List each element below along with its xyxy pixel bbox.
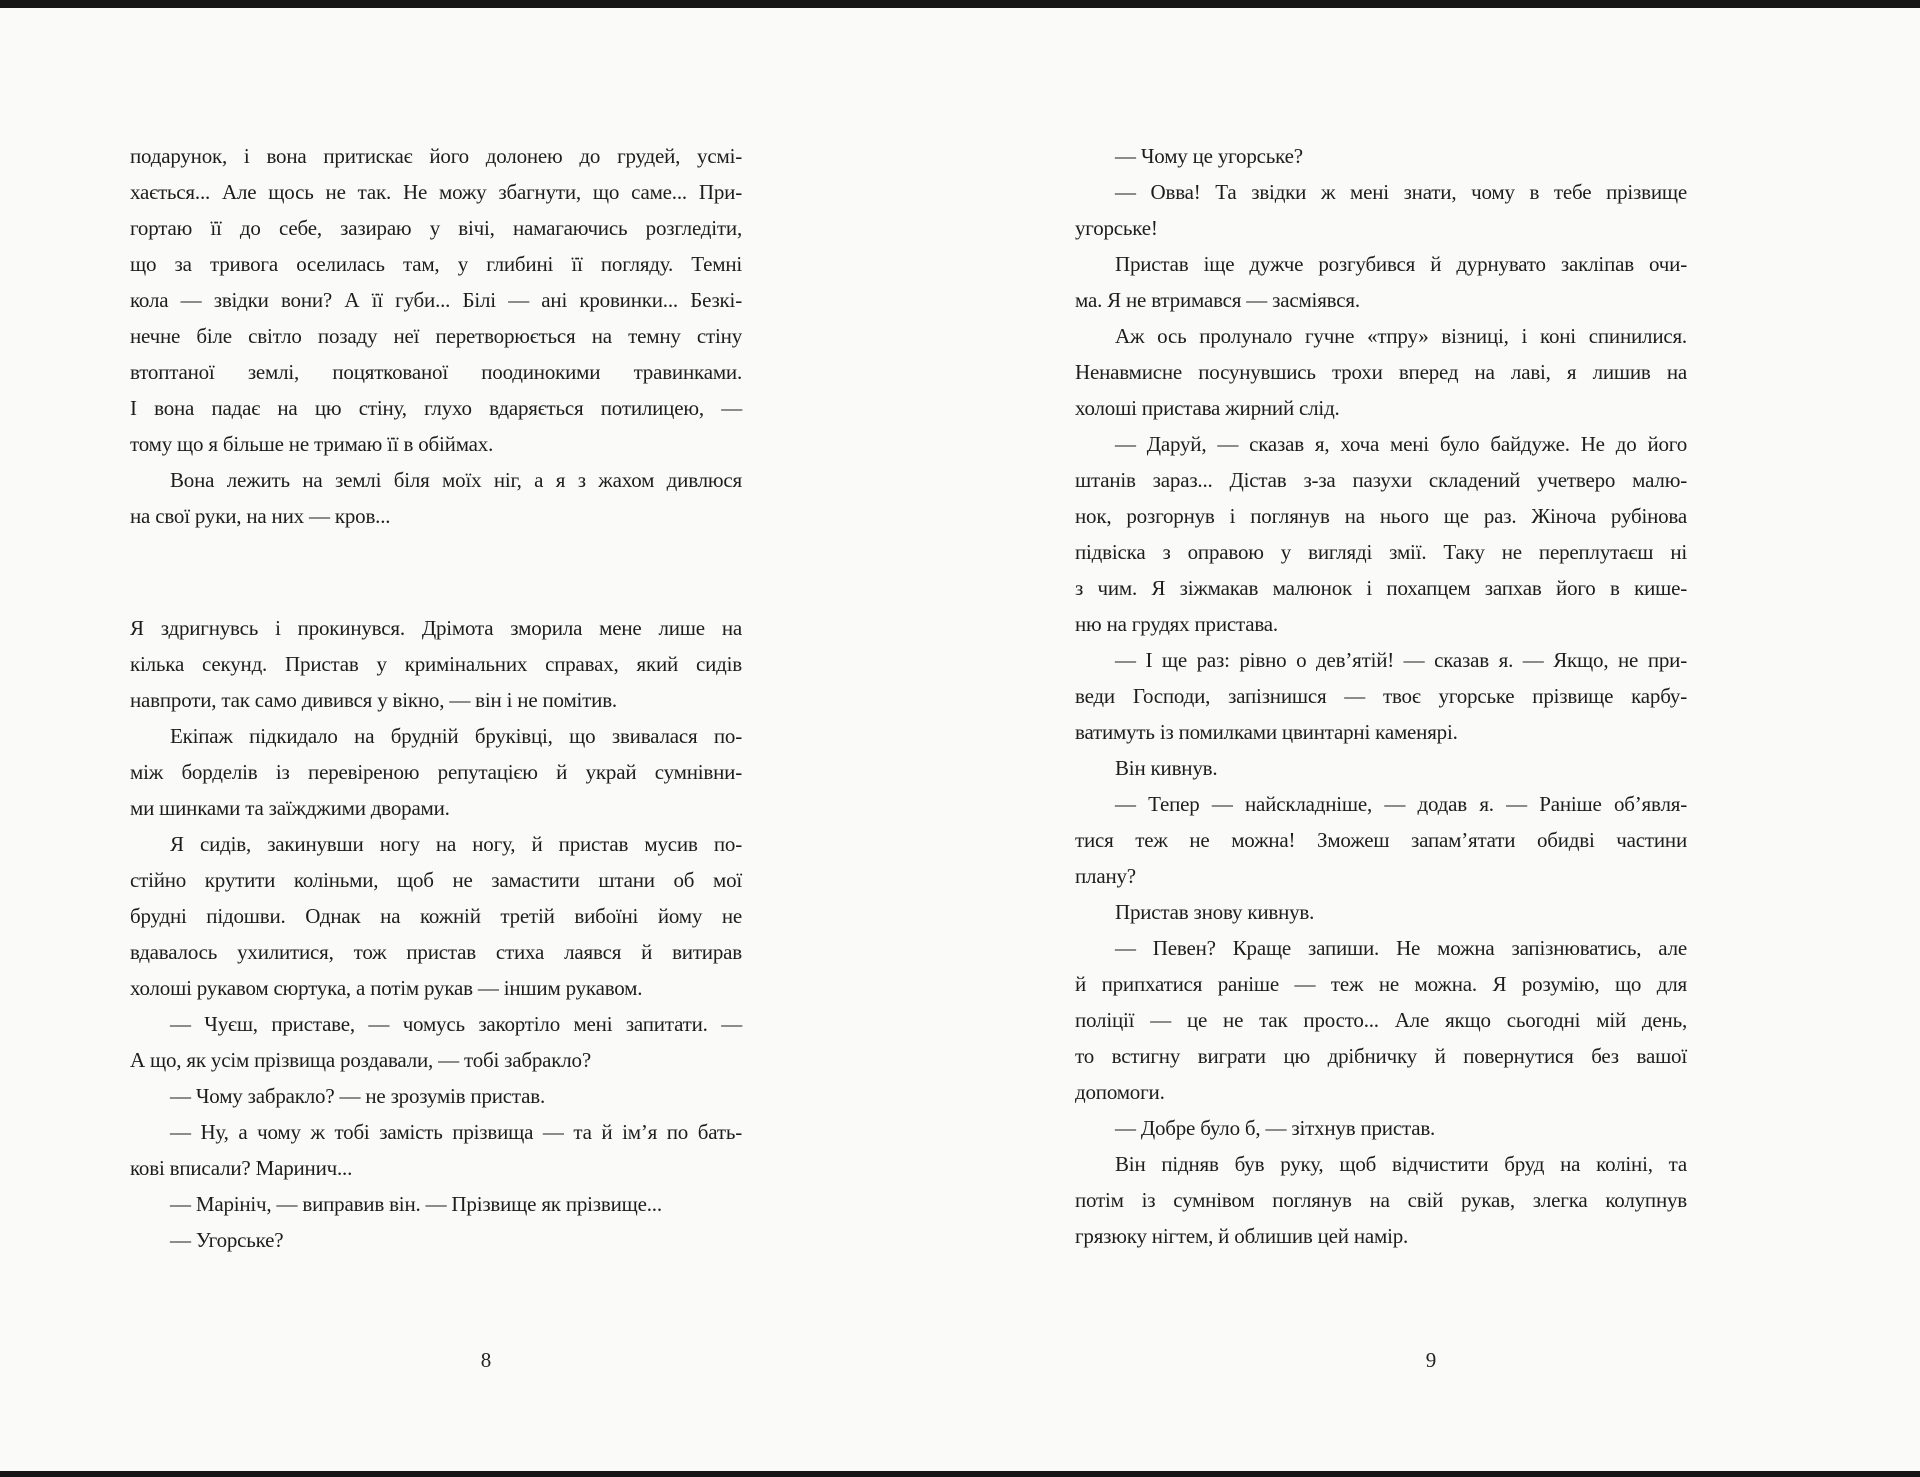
text-line: Він кивнув. — [1115, 756, 1218, 780]
paragraph — [130, 462, 742, 534]
text-line: Я сидів, закинувши ногу на ногу, й пристав мусив по- — [170, 832, 742, 856]
paragraph — [130, 1078, 742, 1114]
text-line: нок, розгорнув і поглянув на нього ще раз. Жіноча рубінова — [1075, 504, 1687, 528]
text-line: вдавалось ухилитися, тож пристав стиха лаявся й витирав — [130, 940, 742, 964]
paragraph — [130, 1114, 742, 1186]
text-line: підвіска з оправою у вигляді змії. Таку не переплутаєш ні — [1075, 540, 1687, 564]
text-line: стійно крутити коліньми, щоб не замастити штани об мої — [130, 868, 742, 892]
text-line: й припхатися раніше — теж не можна. Я розумію, що для — [1075, 972, 1687, 996]
text-line: кола — звідки вони? А її губи... Білі — ані кровинки... Безкі- — [130, 288, 742, 312]
paragraph — [130, 718, 742, 826]
text-line: ню на грудях пристава. — [1075, 612, 1278, 636]
paragraph — [130, 138, 742, 462]
text-line: — Угорське? — [170, 1228, 284, 1252]
text-line: кові вписали? Маринич... — [130, 1156, 353, 1180]
text-line: потім із сумнівом поглянув на свій рукав, злегка колупнув — [1075, 1188, 1687, 1212]
text-line: — І ще раз: рівно о дев’ятій! — сказав я. — Якщо, не при- — [1115, 648, 1687, 672]
text-line: Я здригнувсь і прокинувся. Дрімота зморила мене лише на — [130, 616, 742, 640]
paragraph — [130, 1186, 742, 1222]
text-line: кілька секунд. Пристав у кримінальних справах, який сидів — [130, 652, 742, 676]
text-line: Екіпаж підкидало на брудній бруківці, що звивалася по- — [170, 724, 742, 748]
text-line: то встигну виграти цю дрібничку й повернутися без вашої — [1075, 1044, 1687, 1068]
text-line: — Ну, а чому ж тобі замість прізвища — та й ім’я по бать- — [170, 1120, 742, 1144]
text-line: ми шинками та заїжджими дворами. — [130, 796, 450, 820]
text-line: між борделів із перевіреною репутацією й украй сумнівни- — [130, 760, 742, 784]
text-line: ма. Я не втримався — засміявся. — [1075, 288, 1360, 312]
paragraph — [130, 1006, 742, 1078]
text-line: Вона лежить на землі біля моїх ніг, а я з жахом дивлюся — [170, 468, 742, 492]
paragraph — [1075, 174, 1687, 246]
text-line: з чим. Я зіжмакав малюнок і похапцем запхав його в кише- — [1075, 576, 1687, 600]
paragraph — [1075, 1146, 1687, 1254]
text-line: — Чому забракло? — не зрозумів пристав. — [170, 1084, 546, 1108]
text-line: подарунок, і вона притискає його долонею до грудей, усмі- — [130, 144, 742, 168]
text-line: Він підняв був руку, щоб відчистити бруд на коліні, та — [1115, 1152, 1687, 1176]
text-line: втоптаної землі, поцяткованої поодинокими травинками. — [130, 360, 742, 384]
text-line: тому що я більше не тримаю її в обіймах. — [130, 432, 494, 456]
scan-edge-bottom — [0, 1471, 1920, 1477]
text-line: угорське! — [1075, 216, 1158, 240]
text-line: Пристав іще дужче розгубився й дурнувато закліпав очи- — [1115, 252, 1687, 276]
text-line: — Тепер — найскладніше, — додав я. — Раніше об’явля- — [1115, 792, 1687, 816]
text-line: — Марініч, — виправив він. — Прізвище як прізвище... — [170, 1192, 662, 1216]
text-line: А що, як усім прізвища роздавали, — тобі забракло? — [130, 1048, 591, 1072]
paragraph — [1075, 750, 1687, 786]
paragraph — [1075, 642, 1687, 750]
text-line: — Певен? Краще запиши. Не можна запізнюватись, але — [1115, 936, 1687, 960]
text-line: хається... Але щось не так. Не можу збагнути, що саме... При- — [130, 180, 742, 204]
paragraph — [1075, 930, 1687, 1110]
paragraph — [1075, 138, 1687, 174]
text-line: — Чуєш, приставе, — чомусь закортіло мені запитати. — — [170, 1012, 742, 1036]
page-number-left: 8 — [480, 1348, 492, 1372]
paragraph — [1075, 318, 1687, 426]
text-line: — Овва! Та звідки ж мені знати, чому в тебе прізвище — [1115, 180, 1687, 204]
text-line: на свої руки, на них — кров... — [130, 504, 391, 528]
text-line: Ненавмисне посунувшись трохи вперед на лаві, я лишив на — [1075, 360, 1687, 384]
paragraph — [130, 826, 742, 1006]
scan-edge-top — [0, 0, 1920, 8]
text-line: І вона падає на цю стіну, глухо вдаряється потилицею, — — [130, 396, 742, 420]
text-line: що за тривога оселилась там, у глибині її погляду. Темні — [130, 252, 742, 276]
paragraph — [130, 610, 742, 718]
paragraph — [1075, 246, 1687, 318]
text-line: поліції — це не так просто... Але якщо сьогодні мій день, — [1075, 1008, 1687, 1032]
paragraph — [1075, 1110, 1687, 1146]
text-line: нечне біле світло позаду неї перетворюється на темну стіну — [130, 324, 742, 348]
text-line: Аж ось пролунало гучне «тпру» візниці, і коні спинилися. — [1115, 324, 1687, 348]
text-line: Пристав знову кивнув. — [1115, 900, 1315, 924]
text-line: гортаю її до себе, зазираю у вічі, намагаючись розгледіти, — [130, 216, 742, 240]
text-line: — Добре було б, — зітхнув пристав. — [1115, 1116, 1436, 1140]
text-line: веди Господи, запізнишся — твоє угорське прізвище карбу- — [1075, 684, 1687, 708]
text-line: плану? — [1075, 864, 1136, 888]
text-line: ватимуть із помилками цвинтарні каменярі. — [1075, 720, 1458, 744]
page-number-right: 9 — [1425, 1348, 1437, 1372]
text-line: тися теж не можна! Зможеш запам’ятати обидві частини — [1075, 828, 1687, 852]
text-line: холоші рукавом сюртука, а потім рукав — іншим рукавом. — [130, 976, 643, 1000]
text-line: холоші пристава жирний слід. — [1075, 396, 1340, 420]
paragraph — [130, 1222, 742, 1258]
text-line: — Даруй, — сказав я, хоча мені було байдуже. Не до його — [1115, 432, 1687, 456]
right-page-text — [1075, 138, 1687, 1254]
text-line: грязюку нігтем, й облишив цей намір. — [1075, 1224, 1409, 1248]
text-line: допомоги. — [1075, 1080, 1165, 1104]
paragraph — [1075, 426, 1687, 642]
text-line: штанів зараз... Дістав з-за пазухи складений учетверо малю- — [1075, 468, 1687, 492]
text-line: брудні підошви. Однак на кожній третій вибоїні йому не — [130, 904, 742, 928]
paragraph — [1075, 894, 1687, 930]
paragraph — [1075, 786, 1687, 894]
text-line: навпроти, так само дивився у вікно, — він і не помітив. — [130, 688, 617, 712]
left-page-text — [130, 138, 742, 1258]
text-line: — Чому це угорське? — [1115, 144, 1303, 168]
